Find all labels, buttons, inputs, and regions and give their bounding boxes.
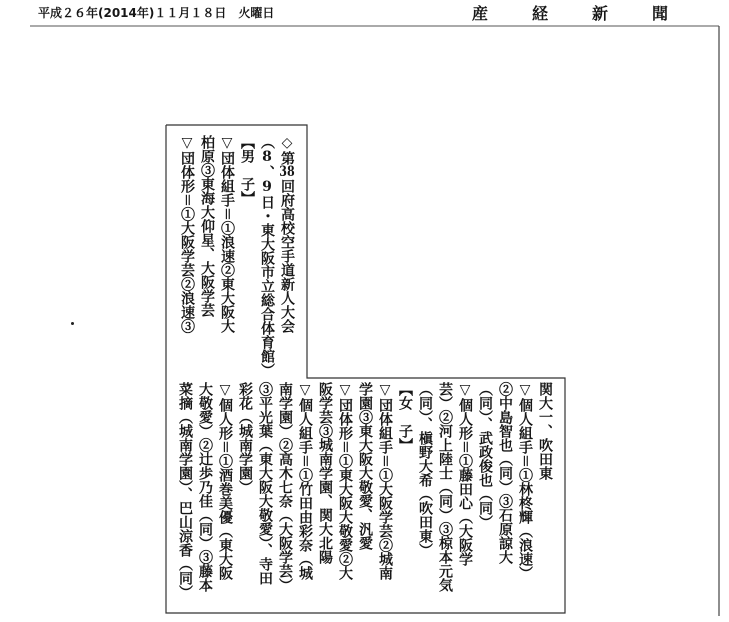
article-column: （同）、槇野大希（吹田東）	[417, 382, 433, 557]
article-column: （8、9日・東大阪市立総合体育館）	[259, 135, 275, 377]
article-column: ③平光葉（東大阪大敬愛）、寺田	[257, 382, 273, 585]
article-section-heading: 【男 子】	[239, 135, 255, 205]
article-column: 関大一、吹田東	[537, 382, 553, 480]
article-column: （同）、武政俊也（同）	[477, 382, 493, 529]
scan-speck	[71, 322, 74, 325]
article-column: ▽団体形＝①東大阪大敬愛②大	[337, 382, 353, 580]
article-column: 菜摘（城南学園）、巴山涼香（同）	[177, 382, 193, 599]
article-column: ▽個人形＝①藤田心（大阪学	[457, 382, 473, 566]
article-title-column: ◇第38回府高校空手道新人大会	[279, 135, 295, 333]
article-column: ▽団体組手＝①浪速②東大阪大	[219, 135, 235, 333]
article-column: ▽個人形＝①酒巻美優（東大阪	[217, 382, 233, 580]
article-column: 大敬愛）②辻歩乃佳（同）③藤本	[197, 382, 213, 592]
article-column: 柏原③東海大仰星、大阪学芸	[199, 135, 215, 317]
article-section-heading: 【女 子】	[397, 382, 413, 452]
article-upper-block	[177, 135, 297, 375]
newspaper-name: 産 経 新 聞	[472, 4, 683, 23]
article-column: 芸）②河上陸士（同）③椋本元気	[437, 382, 453, 592]
article-column: ▽個人組手＝①竹田由彩奈（城	[297, 382, 313, 580]
article-column: ②中島智也（同）③石原諒大	[497, 382, 513, 564]
article-column: 彩花（城南学園）	[237, 382, 253, 494]
article-lower-block	[175, 382, 555, 612]
article-column: ▽個人組手＝①林柊輝（浪速）	[517, 382, 533, 580]
header-date: 平成２６年(2014年)１１月１８日 火曜日	[38, 6, 275, 20]
article-column: ▽団体組手＝①大阪学芸②城南	[377, 382, 393, 580]
article-column: ▽団体形＝①大阪学芸②浪速③	[179, 135, 195, 333]
article-column: 南学園）②高木七奈（大阪学芸）	[277, 382, 293, 592]
article-column: 学園③東大阪大敬愛、汎愛	[357, 382, 373, 550]
article-column: 阪学芸③城南学園、関大北陽	[317, 382, 333, 564]
